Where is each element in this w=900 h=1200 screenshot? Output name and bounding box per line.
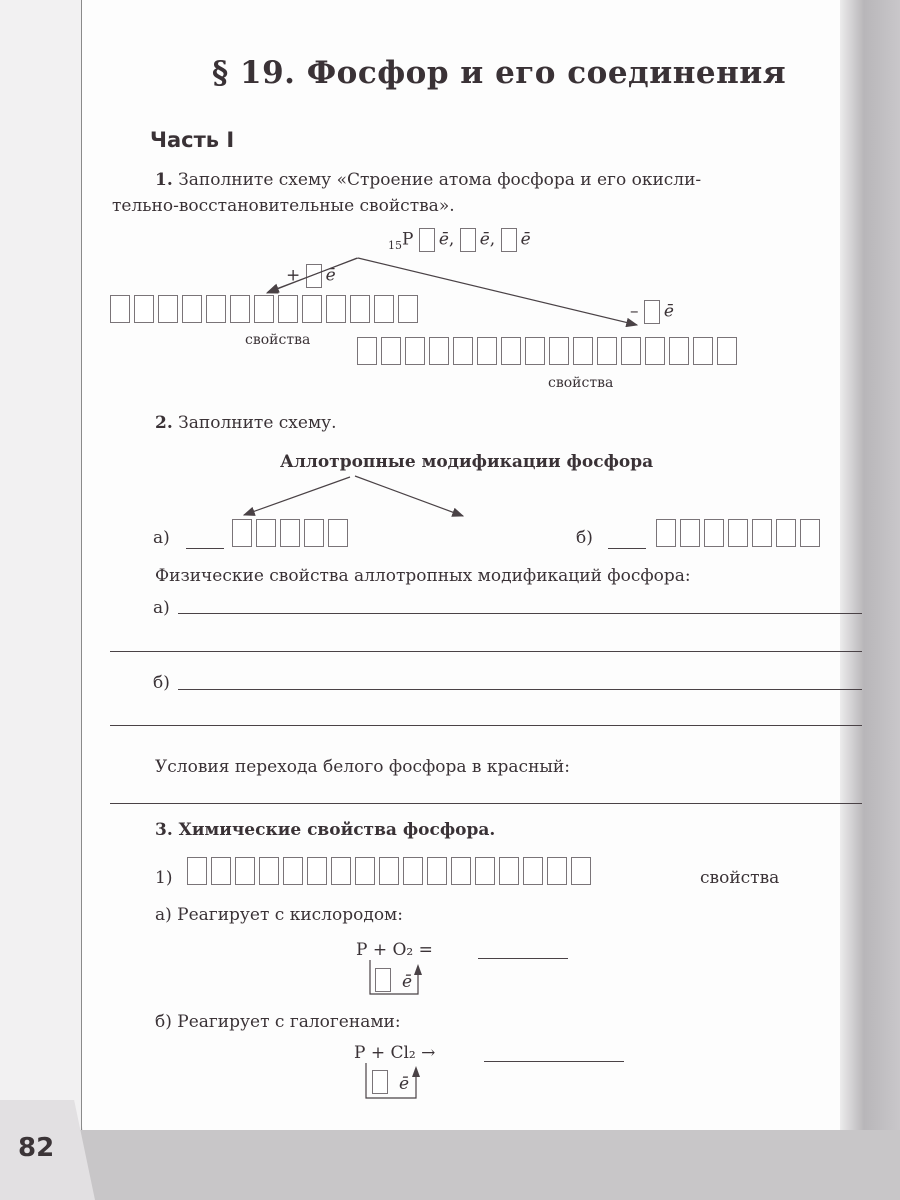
task3-number: 3. [155,820,173,840]
task3-text: Химические свойства фосфора. [178,820,496,840]
oxygen-reaction-text: а) Реагирует с кислородом: [155,905,404,925]
page-title: § 19. Фосфор и его соединения [212,55,787,91]
task2-number: 2. [155,413,173,433]
comma: , [489,229,496,250]
plus-sign: + [286,265,301,286]
electron-symbol: ē [438,229,449,250]
physical-properties-heading: Физические свойства аллотропных модификаций фосфора: [155,566,691,586]
task1-text-line2: тельно-восстановительные свойства». [112,196,455,216]
item1-label: 1) [155,868,173,888]
electron-symbol: ē [663,301,674,322]
item1-caption: свойства [700,868,780,888]
task1-text-line1: Заполните схему «Строение атома фосфора и его окисли- [178,170,702,190]
allotrope-b-label: б) [576,528,593,548]
physical-b-label: б) [153,673,170,693]
task2-text: Заполните схему. [178,413,337,433]
electron-symbol: ē [520,229,531,250]
allotropes-scheme-title: Аллотропные модификации фосфора [280,452,654,472]
comma: , [448,229,455,250]
halogen-reaction-text: б) Реагирует с галогенами: [155,1012,401,1032]
electron-symbol: ē [479,229,490,250]
part-heading: Часть I [150,128,235,152]
right-properties-caption: свойства [548,375,614,391]
oxygen-equation: P + O₂ = [356,940,433,960]
page-number: 82 [18,1133,55,1163]
electron-symbol: ē [325,265,336,286]
physical-a-label: а) [153,598,170,618]
atomic-number: 15 [388,238,402,252]
halogen-equation: P + Cl₂ → [354,1043,436,1063]
allotrope-a-label: а) [153,528,170,548]
atom-symbol: P [402,229,414,250]
transition-conditions-heading: Условия перехода белого фосфора в красный: [155,757,570,777]
minus-sign: – [630,301,639,322]
task1-number: 1. [155,170,173,190]
left-properties-caption: свойства [245,332,311,348]
electron-symbol: ē [399,1074,410,1094]
electron-symbol: ē [402,972,413,992]
